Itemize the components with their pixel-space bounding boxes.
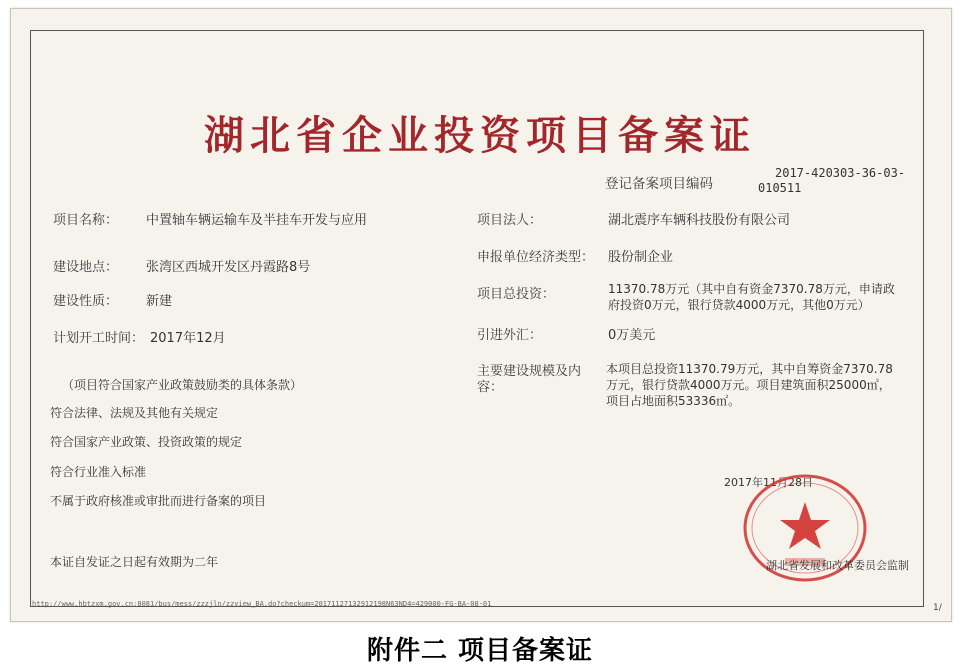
project-name-label: 项目名称： <box>53 213 119 228</box>
page-number: 1/ <box>933 603 942 613</box>
foreign-exchange-label: 引进外汇： <box>477 328 543 343</box>
issue-date: 2017年11月28日 <box>724 476 813 489</box>
policy-item-2: 符合国家产业政策、投资政策的规定 <box>50 435 243 449</box>
validity-note: 本证自发证之日起有效期为二年 <box>50 555 219 569</box>
nature-label: 建设性质： <box>53 294 119 309</box>
economic-type-label: 申报单位经济类型： <box>477 250 595 265</box>
registration-code-line2: 010511 <box>758 181 802 195</box>
project-name-value: 中置轴车辆运输车及半挂车开发与应用 <box>146 213 368 228</box>
total-investment-line1: 11370.78万元（其中自有资金7370.78万元，申请政 <box>608 282 895 296</box>
attachment-caption: 附件二 项目备案证 <box>366 636 594 666</box>
scale-label-line2: 容： <box>477 380 504 395</box>
certificate-title: 湖北省企业投资项目备案证 <box>204 112 756 159</box>
foreign-exchange-value: 0万美元 <box>608 328 656 343</box>
start-time-value: 2017年12月 <box>150 331 226 346</box>
issuer: 湖北省发展和改革委员会监制 <box>766 559 909 572</box>
registration-code-label: 登记备案项目编码 <box>605 176 713 192</box>
legal-person-label: 项目法人： <box>477 213 543 228</box>
policy-item-1: 符合法律、法规及其他有关规定 <box>50 406 219 420</box>
location-label: 建设地点： <box>53 260 119 275</box>
nature-value: 新建 <box>146 294 173 309</box>
total-investment-line2: 府投资0万元，银行贷款4000万元，其他0万元） <box>608 298 870 312</box>
scale-value-line2: 万元，银行贷款4000万元。项目建筑面积25000㎡， <box>606 378 891 392</box>
scale-value-line3: 项目占地面积53336㎡。 <box>606 394 741 408</box>
location-value: 张湾区西城开发区丹霞路8号 <box>146 260 311 275</box>
start-time-label: 计划开工时间： <box>53 331 145 346</box>
source-url: http://www.hbtzxm.gov.cn:8081/bus/mess/zzzjln/zzview_BA.do?checkum=20171127132912198N63ND4=429000-FG-BA-08-01 <box>32 600 492 608</box>
official-seal <box>733 472 873 592</box>
registration-code-line1: 2017-420303-36-03- <box>775 166 906 180</box>
economic-type-value: 股份制企业 <box>608 250 674 265</box>
policy-item-3: 符合行业准入标准 <box>50 465 147 479</box>
scale-label-line1: 主要建设规模及内 <box>477 364 582 379</box>
scale-value-line1: 本项目总投资11370.79万元，其中自筹资金7370.78 <box>606 362 893 376</box>
policy-item-4: 不属于政府核准或审批而进行备案的项目 <box>50 494 267 508</box>
legal-person-value: 湖北震序车辆科技股份有限公司 <box>608 213 791 228</box>
total-investment-label: 项目总投资： <box>477 287 556 302</box>
policy-heading: （项目符合国家产业政策鼓励类的具体条款） <box>62 378 303 392</box>
